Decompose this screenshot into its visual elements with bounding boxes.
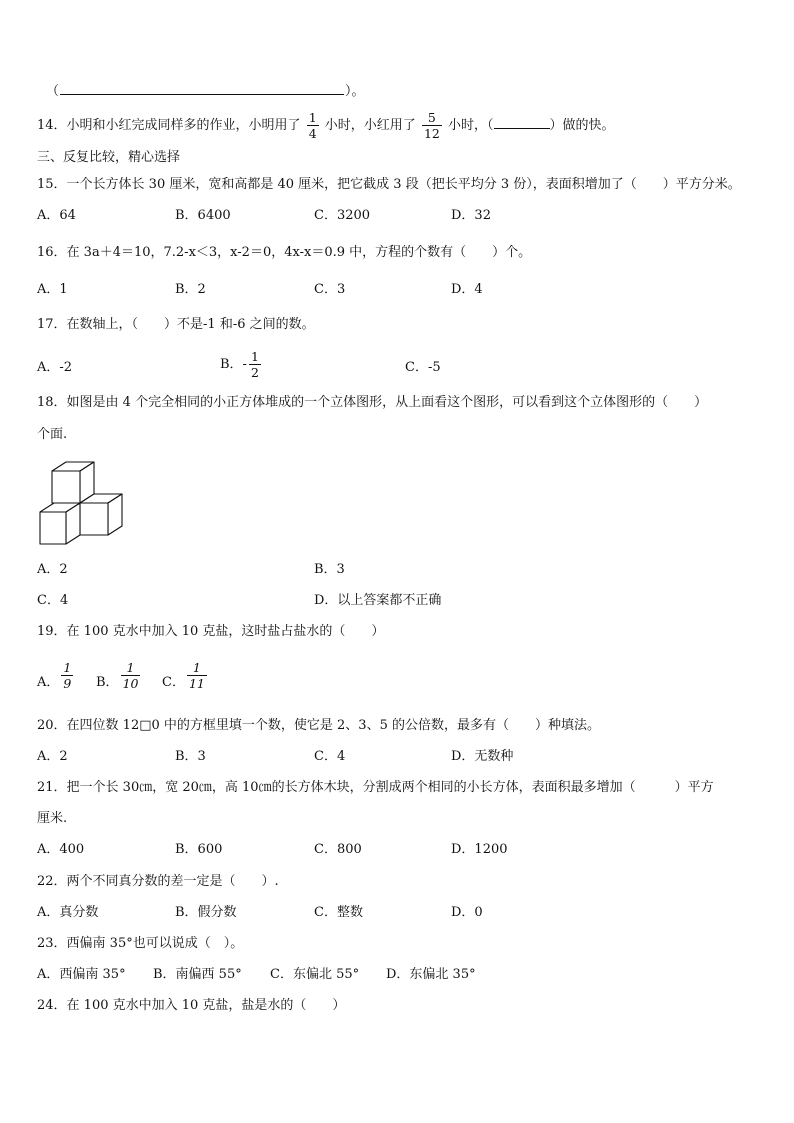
q19-option-a[interactable] <box>37 660 75 691</box>
q15-option-c[interactable]: C．3200 <box>314 208 371 223</box>
section-3-heading: 三、反复比较，精心选择 <box>37 150 181 165</box>
q14-fraction-2: $\frac{5}{12}$ <box>423 110 440 141</box>
question-17-stem: 17．在数轴上，（ ）不是-1 和-6 之间的数。 <box>37 317 315 332</box>
q19-option-a-label: A． <box>37 675 60 690</box>
q18-option-a[interactable]: A．2 <box>37 562 68 577</box>
question-18-stem-line2: 个面. <box>37 427 68 442</box>
q23-option-a[interactable]: A．西偏南 35° <box>37 967 126 982</box>
q21-option-d[interactable]: D．1200 <box>451 842 508 857</box>
q14-text-c: 小时，（ <box>447 118 494 133</box>
q17-option-b-label: B．- <box>220 357 247 372</box>
question-21-stem-line1: 21．把一个长 30㎝，宽 20㎝，高 10㎝的长方体木块，分割成两个相同的小长方体，表面积最多增加（ ）平方 <box>37 780 714 795</box>
question-19-stem: 19．在 100 克水中加入 10 克盐，这时盐占盐水的（ ） <box>37 624 385 639</box>
q18-option-c[interactable]: C．4 <box>37 593 69 608</box>
q19-option-c[interactable] <box>162 660 209 691</box>
q13-close-paren: ）。 <box>345 84 365 99</box>
cube-front-face-right <box>80 503 108 535</box>
q19-option-c-fraction: $\frac{1}{11}$ <box>188 660 205 691</box>
question-22-stem: 22．两个不同真分数的差一定是（ ）. <box>37 874 279 889</box>
q14-text-a: 14．小明和小红完成同样多的作业，小明用了 <box>37 118 301 133</box>
cube-front-face-left <box>40 512 66 544</box>
q14-text-b: 小时，小红用了 <box>324 118 416 133</box>
question-23-stem: 23．西偏南 35°也可以说成（ ）。 <box>37 936 244 951</box>
question-18-stem-line1: 18．如图是由 4 个完全相同的小正方体堆成的一个立体图形，从上面看这个图形，可以看到这个立体图形的（ ） <box>37 395 708 410</box>
q20-option-d[interactable]: D．无数种 <box>451 749 514 764</box>
q21-option-a[interactable]: A．400 <box>37 842 85 857</box>
q15-option-d[interactable]: D．32 <box>451 208 491 223</box>
q22-option-c[interactable]: C．整数 <box>314 905 363 920</box>
q19-option-a-fraction: $\frac{1}{9}$ <box>63 660 72 691</box>
q17-option-c[interactable]: C．-5 <box>405 360 441 375</box>
q19-option-b-fraction: $\frac{1}{10}$ <box>122 660 139 691</box>
q21-option-c[interactable]: C．800 <box>314 842 362 857</box>
q13-answer-line <box>46 82 365 100</box>
q20-option-b[interactable]: B．3 <box>175 749 206 764</box>
q16-option-c[interactable]: C．3 <box>314 282 346 297</box>
q20-option-a[interactable]: A．2 <box>37 749 68 764</box>
q14-fraction-1: $\frac{1}{4}$ <box>308 110 317 141</box>
question-24-stem: 24．在 100 克水中加入 10 克盐，盐是水的（ ） <box>37 998 346 1013</box>
q22-option-d[interactable]: D．0 <box>451 905 483 920</box>
q18-cube-stack-figure <box>36 458 128 548</box>
q19-option-b-label: B． <box>96 675 119 690</box>
q16-option-d[interactable]: D．4 <box>451 282 483 297</box>
q18-option-b[interactable]: B．3 <box>314 562 345 577</box>
q13-blank[interactable] <box>60 82 344 95</box>
q17-option-a[interactable]: A．-2 <box>37 360 73 375</box>
question-16-stem: 16．在 3a＋4＝10，7.2-x＜3，x-2＝0，4x-x＝0.9 中，方程的个数有（ ）个。 <box>37 245 532 260</box>
q23-option-d[interactable]: D．东偏北 35° <box>386 967 476 982</box>
q23-option-b[interactable]: B．南偏西 55° <box>153 967 242 982</box>
q17-option-b[interactable] <box>220 349 263 380</box>
question-21-stem-line2: 厘米. <box>37 811 68 826</box>
q21-option-b[interactable]: B．600 <box>175 842 223 857</box>
q14-blank[interactable] <box>494 116 550 129</box>
q17-option-b-fraction: $\frac{1}{2}$ <box>250 349 259 380</box>
q15-option-a[interactable]: A．64 <box>37 208 76 223</box>
question-14 <box>37 110 615 141</box>
q15-option-b[interactable]: B．6400 <box>175 208 231 223</box>
question-20-stem: 20．在四位数 12□0 中的方框里填一个数，使它是 2、3、5 的公倍数，最多有（ ）种填法。 <box>37 718 600 733</box>
q19-option-c-label: C． <box>162 675 185 690</box>
q14-text-d: ）做的快。 <box>549 118 615 133</box>
q18-option-d[interactable]: D．以上答案都不正确 <box>314 593 442 608</box>
q22-option-b[interactable]: B．假分数 <box>175 905 237 920</box>
q20-option-c[interactable]: C．4 <box>314 749 346 764</box>
q16-option-a[interactable]: A．1 <box>37 282 68 297</box>
cube-front-face-upper <box>52 471 80 503</box>
q22-option-a[interactable]: A．真分数 <box>37 905 99 920</box>
q16-option-b[interactable]: B．2 <box>175 282 206 297</box>
q19-option-b[interactable] <box>96 660 142 691</box>
question-15-stem: 15．一个长方体长 30 厘米，宽和高都是 40 厘米，把它截成 3 段（把长平均分 3 份），表面积增加了（ ）平方分米。 <box>37 177 741 192</box>
q13-open-paren: （ <box>46 84 60 99</box>
q23-option-c[interactable]: C．东偏北 55° <box>270 967 360 982</box>
